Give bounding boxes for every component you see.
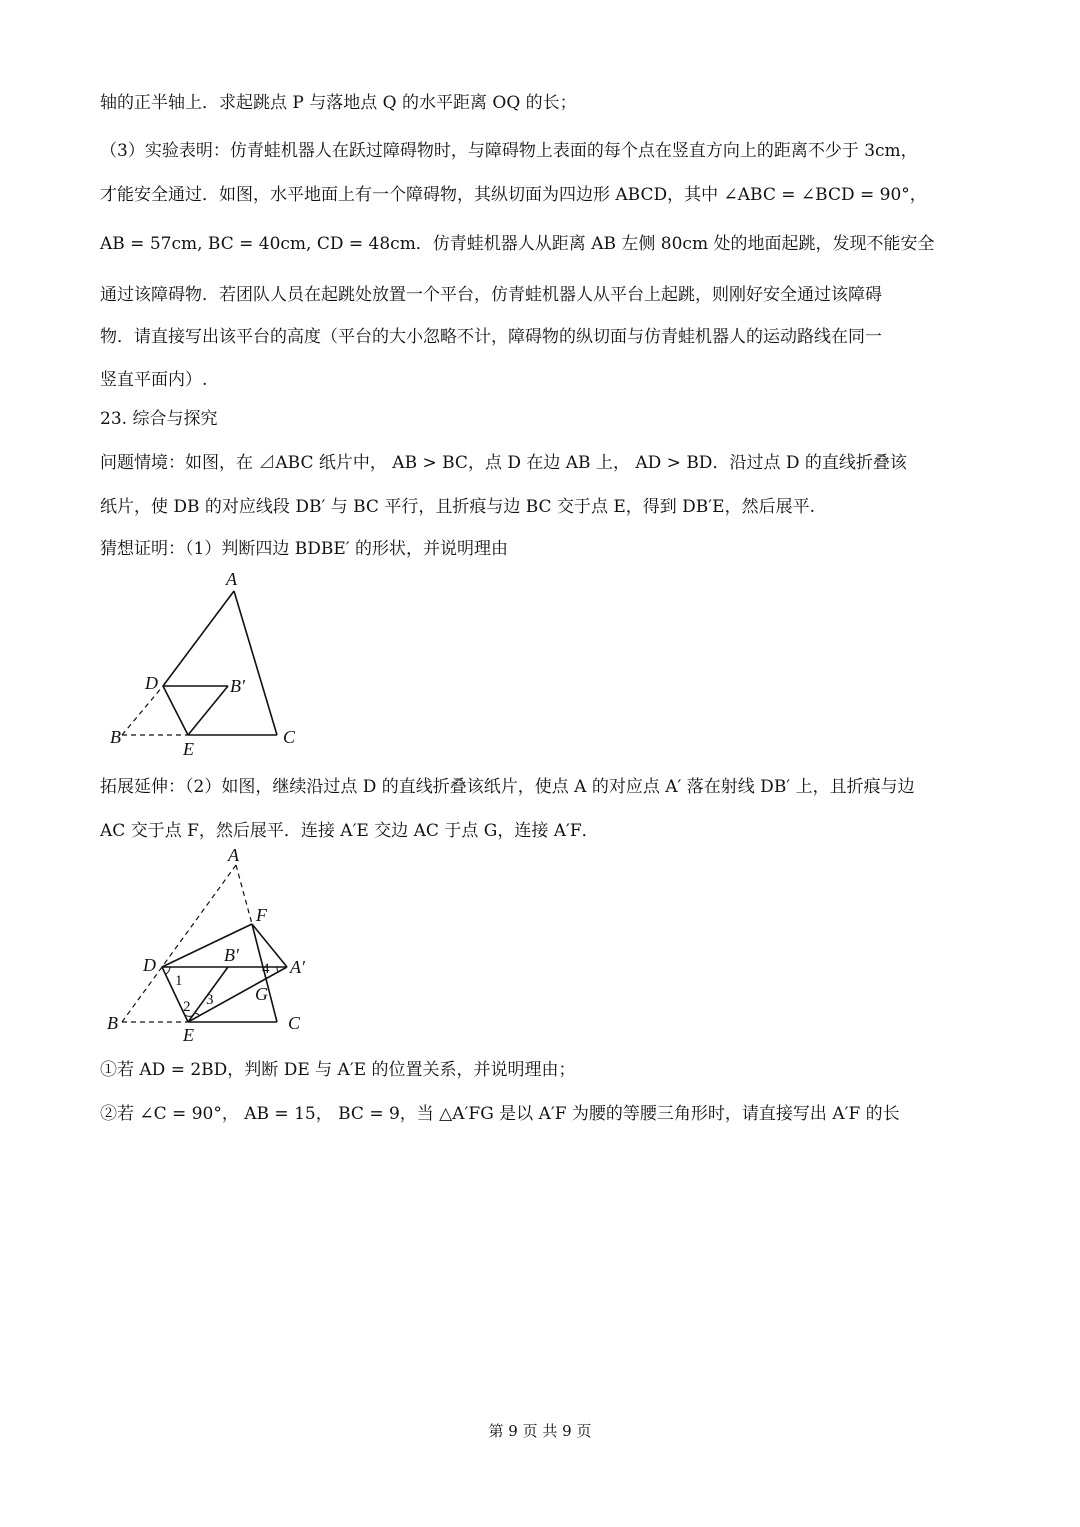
text-line-2: （3）实验表明：仿青蛙机器人在跃过障碍物时，与障碍物上表面的每个点在竖直方向上的距离不少于 3cm， <box>100 141 918 161</box>
segment-BpE <box>188 686 228 735</box>
text-line-11: 猜想证明：（1）判断四边 BDBE′ 的形状，并说明理由 <box>100 539 509 559</box>
text-line-7: 竖直平面内）. <box>100 370 208 390</box>
text-line-15: ②若 ∠C = 90°， AB = 15， BC = 9，当 △A′FG 是以 A′F 为腰的等腰三角形时，请直接写出 A′F 的长 <box>100 1104 900 1124</box>
text-line-6: 物．请直接写出该平台的高度（平台的大小忽略不计，障碍物的纵切面与仿青蛙机器人的运动路线在同一 <box>100 327 882 347</box>
label-Bprime: B′ <box>224 945 239 965</box>
text-line-13: AC 交于点 F，然后展平．连接 A′E 交边 AC 于点 G，连接 A′F． <box>100 821 599 841</box>
text-line-12: 拓展延伸：（2）如图，继续沿过点 D 的直线折叠该纸片，使点 A 的对应点 A′ 落在射线 DB′ 上，且折痕与边 <box>100 777 915 797</box>
angle-label-4: 4 <box>262 961 270 977</box>
question-23-heading: 23. 综合与探究 <box>100 409 218 429</box>
text-line-4: AB = 57cm, BC = 40cm, CD = 48cm．仿青蛙机器人从距离 AB 左侧 80cm 处的地面起跳，发现不能安全 <box>100 234 935 254</box>
label-E: E <box>183 739 194 755</box>
label-A: A <box>226 569 237 589</box>
label-B: B <box>107 1013 118 1033</box>
label-B: B <box>110 727 121 747</box>
label-A: A <box>228 845 239 865</box>
dashed-segment-BD <box>122 967 162 1022</box>
label-D: D <box>143 955 156 975</box>
segment-AC <box>234 591 277 735</box>
label-D: D <box>145 673 158 693</box>
text-line-1: 轴的正半轴上．求起跳点 P 与落地点 Q 的水平距离 OQ 的长； <box>100 93 577 113</box>
figure-2 <box>100 845 340 1045</box>
text-line-5: 通过该障碍物．若团队人员在起跳处放置一个平台，仿青蛙机器人从平台上起跳，则刚好安全通过该障碍 <box>100 285 882 305</box>
text-line-9: 问题情境：如图，在 ⊿ABC 纸片中， AB > BC，点 D 在边 AB 上， AD > BD．沿过点 D 的直线折叠该 <box>100 453 907 473</box>
label-C: C <box>288 1013 301 1033</box>
angle-label-2: 2 <box>183 999 191 1015</box>
segment-AD <box>163 591 234 686</box>
text-line-10: 纸片，使 DB 的对应线段 DB′ 与 BC 平行，且折痕与边 BC 交于点 E，得到 DB′E，然后展平. <box>100 497 815 517</box>
dashed-segment-BD <box>122 686 163 735</box>
angle-arc-3 <box>195 1013 200 1016</box>
angle-arc-1 <box>166 967 170 974</box>
angle-label-3: 3 <box>206 992 214 1008</box>
label-E: E <box>183 1025 194 1045</box>
label-G: G <box>255 984 268 1004</box>
figure-1 <box>100 565 320 755</box>
page-footer: 第 9 页 共 9 页 <box>488 1422 592 1440</box>
segment-EA-prime <box>188 967 287 1022</box>
segment-DE <box>163 686 188 735</box>
angle-label-1: 1 <box>175 973 183 989</box>
label-C: C <box>283 727 296 747</box>
label-F: F <box>256 905 267 925</box>
label-Bprime: B′ <box>230 676 245 696</box>
text-line-3: 才能安全通过．如图，水平地面上有一个障碍物，其纵切面为四边形 ABCD，其中 ∠ABC = ∠BCD = 90°， <box>100 185 927 205</box>
dashed-segment-AF <box>236 865 252 924</box>
label-Aprime: A′ <box>290 957 305 977</box>
text-line-14: ①若 AD = 2BD，判断 DE 与 A′E 的位置关系，并说明理由； <box>100 1060 576 1080</box>
